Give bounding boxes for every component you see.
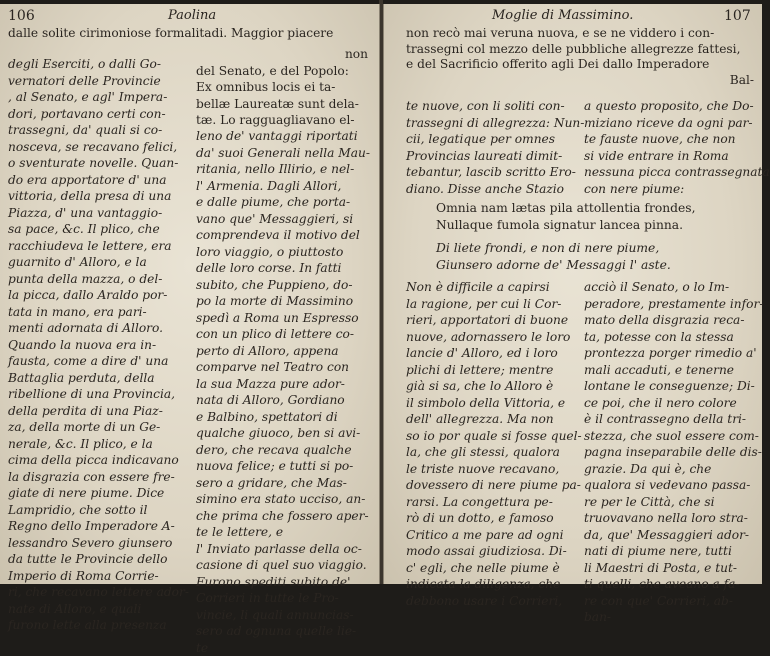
- text-line: delle loro corse. In fatti: [196, 260, 368, 277]
- text-line: e del Sacrificio offerito agli Dei dallo Imperadore: [406, 57, 754, 73]
- left-first-line: dalle solite cirimoniose formalitadi. Maggior piacere: [8, 26, 374, 42]
- text-line: Critico a me pare ad ogni: [406, 527, 574, 544]
- text-line: a questo proposito, che Do-: [584, 98, 754, 115]
- text-line: Furono spediti subito de': [196, 574, 368, 591]
- text-line: nosceva, se recavano felici,: [8, 139, 186, 156]
- text-line: da tutte le Provincie dello: [8, 551, 186, 568]
- text-line: re per le Città, che si: [584, 494, 756, 511]
- text-line: dell' allegrezza. Ma non: [406, 411, 574, 428]
- text-line: spedì a Roma un Espresso: [196, 310, 368, 327]
- text-line: già si sa, che lo Alloro è: [406, 378, 574, 395]
- text-line: tebantur, lascib scritto Ero-: [406, 164, 574, 181]
- text-line: e dalle piume, che porta-: [196, 194, 368, 211]
- text-line: Lampridio, che sotto il: [8, 502, 186, 519]
- text-line: ri, che recavano lettere ador-: [8, 584, 186, 601]
- text-line: nati di piume nere, tutti: [584, 543, 756, 560]
- left-column-2-top: [196, 46, 368, 129]
- text-line: trassegni col mezzo delle pubbliche allegrezze fattesi,: [406, 42, 754, 58]
- right-page-number: 107: [724, 8, 751, 24]
- text-line: Corrieri in tutte le Pro-: [196, 590, 368, 607]
- verse-line: Omnia nam lætas pila attollentia frondes,: [436, 200, 756, 217]
- text-line: pagna inseparabile delle dis-: [584, 444, 756, 461]
- text-line: nessuna picca contrassegnata: [584, 164, 754, 181]
- text-line: con un plico di lettere co-: [196, 326, 368, 343]
- right-top-paragraph: [406, 26, 754, 88]
- text-line: nata di Alloro, Gordiano: [196, 392, 368, 409]
- text-line: non: [196, 46, 368, 63]
- text-line: menti adornata di Alloro.: [8, 320, 186, 337]
- text-line: nuove, adornassero le loro: [406, 329, 574, 346]
- text-line: trassegni, da' quali si co-: [8, 122, 186, 139]
- text-line: ti quelli, che aveano a fa-: [584, 576, 756, 593]
- text-line: vernatori delle Provincie: [8, 73, 186, 90]
- text-line: furono lette alla presenza: [8, 617, 186, 634]
- text-line: Battaglia perduta, della: [8, 370, 186, 387]
- left-page: [0, 4, 380, 584]
- text-line: qualora si vedevano passa-: [584, 477, 756, 494]
- text-line: za, della morte di un Ge-: [8, 419, 186, 436]
- text-line: bellæ Laureatæ sunt dela-: [196, 96, 368, 113]
- text-line: rarsi. La congettura pe-: [406, 494, 574, 511]
- left-running-head: Paolina: [168, 8, 216, 23]
- text-line: del Senato, e del Popolo:: [196, 63, 368, 80]
- text-line: sero ad ognuna quelle lie-: [196, 623, 368, 640]
- text-line: c' egli, che nelle piume è: [406, 560, 574, 577]
- text-line: non recò mai veruna nuova, e se ne viddero i con-: [406, 26, 754, 42]
- text-line: la sua Mazza pure ador-: [196, 376, 368, 393]
- text-line: qualche giuoco, ben si avi-: [196, 425, 368, 442]
- text-line: o sventurate novelle. Quan-: [8, 155, 186, 172]
- text-line: il simbolo della Vittoria, e: [406, 395, 574, 412]
- text-line: indicata la diligenza, che: [406, 576, 574, 593]
- right-running-head: Moglie di Massimino.: [492, 8, 633, 23]
- text-line: , al Senato, e agl' Impera-: [8, 89, 186, 106]
- text-line: l' Armenia. Dagli Allori,: [196, 178, 368, 195]
- text-line: prontezza porger rimedio a': [584, 345, 756, 362]
- text-line: e Balbino, spettatori di: [196, 409, 368, 426]
- text-line: loro viaggio, o piuttosto: [196, 244, 368, 261]
- text-line: tata in mano, era pari-: [8, 304, 186, 321]
- text-line: simino era stato ucciso, an-: [196, 491, 368, 508]
- italian-verse: [436, 240, 756, 274]
- text-line: te fauste nuove, che non: [584, 131, 754, 148]
- text-line: nuova felice; e tutti si po-: [196, 458, 368, 475]
- text-line: Regno dello Imperadore A-: [8, 518, 186, 535]
- text-line: stezza, che suol essere com-: [584, 428, 756, 445]
- text-line: sero a gridare, che Mas-: [196, 475, 368, 492]
- text-line: lontane le conseguenze; Di-: [584, 378, 756, 395]
- text-line: vincie, li quali annuncias-: [196, 607, 368, 624]
- text-line: cima della picca indicavano: [8, 452, 186, 469]
- text-line: da' suoi Generali nella Mau-: [196, 145, 368, 162]
- text-line: debbono usare i Corrieri,: [406, 593, 574, 610]
- verse-line: Giunsero adorne de' Messaggi l' aste.: [436, 257, 756, 274]
- right-column-4: [584, 279, 756, 626]
- text-line: Quando la nuova era in-: [8, 337, 186, 354]
- text-line: guarnito d' Alloro, e la: [8, 254, 186, 271]
- text-line: si vide entrare in Roma: [584, 148, 754, 165]
- text-line: dero, che recava qualche: [196, 442, 368, 459]
- text-line: la disgrazia con essere fre-: [8, 469, 186, 486]
- text-line: do era apportatore d' una: [8, 172, 186, 189]
- text-line: la picca, dallo Araldo por-: [8, 287, 186, 304]
- text-line: Bal-: [406, 73, 754, 89]
- text-line: casione di quel suo viaggio.: [196, 557, 368, 574]
- text-line: dovessero di nere piume pa-: [406, 477, 574, 494]
- text-line: ta, potesse con la stessa: [584, 329, 756, 346]
- text-line: giate di nere piume. Dice: [8, 485, 186, 502]
- text-line: comparve nel Teatro con: [196, 359, 368, 376]
- text-line: te le lettere, e: [196, 524, 368, 541]
- text-line: della perdita di una Piaz-: [8, 403, 186, 420]
- latin-verse: [436, 200, 756, 234]
- text-line: dori, portavano certi con-: [8, 106, 186, 123]
- text-line: te: [196, 640, 368, 656]
- text-line: vittoria, della presa di una: [8, 188, 186, 205]
- text-line: vano que' Messaggieri, si: [196, 211, 368, 228]
- text-line: rieri, apportatori di buone: [406, 312, 574, 329]
- right-column-1: [406, 98, 574, 197]
- text-line: Imperio di Roma Corrie-: [8, 568, 186, 585]
- text-line: nerale, &c. Il plico, e la: [8, 436, 186, 453]
- text-line: trassegni di allegrezza: Nun-: [406, 115, 574, 132]
- text-line: tæ. Lo ragguagliavano el-: [196, 112, 368, 129]
- text-line: subito, che Puppieno, do-: [196, 277, 368, 294]
- text-line: da, que' Messaggieri ador-: [584, 527, 756, 544]
- text-line: degli Eserciti, o dalli Go-: [8, 56, 186, 73]
- text-line: mali accaduti, e tenerne: [584, 362, 756, 379]
- text-line: ce poi, che il nero colore: [584, 395, 756, 412]
- text-line: miziano riceve da ogni par-: [584, 115, 754, 132]
- text-line: truovavano nella loro stra-: [584, 510, 756, 527]
- text-line: peradore, prestamente infor-: [584, 296, 756, 313]
- text-line: Provincias laureati dimit-: [406, 148, 574, 165]
- text-line: plichi di lettere; mentre: [406, 362, 574, 379]
- text-line: con nere piume:: [584, 181, 754, 198]
- text-line: leno de' vantaggi riportati: [196, 128, 368, 145]
- text-line: diano. Disse anche Stazio: [406, 181, 574, 198]
- text-line: modo assai giudiziosa. Di-: [406, 543, 574, 560]
- text-line: Non è difficile a capirsi: [406, 279, 574, 296]
- text-line: fausta, come a dire d' una: [8, 353, 186, 370]
- right-column-2: [584, 98, 754, 197]
- text-line: lessandro Severo giunsero: [8, 535, 186, 552]
- text-line: ban-: [584, 609, 756, 626]
- text-line: racchiudeva le lettere, era: [8, 238, 186, 255]
- text-line: re con que' Corrieri, ab-: [584, 593, 756, 610]
- text-line: acciò il Senato, o lo Im-: [584, 279, 756, 296]
- text-line: grazie. Da qui è, che: [584, 461, 756, 478]
- text-line: ribellione di una Provincia,: [8, 386, 186, 403]
- text-line: che prima che fossero aper-: [196, 508, 368, 525]
- text-line: po la morte di Massimino: [196, 293, 368, 310]
- verse-line: Nullaque fumola signatur lancea pinna.: [436, 217, 756, 234]
- text-line: le triste nuove recavano,: [406, 461, 574, 478]
- text-line: comprendeva il motivo del: [196, 227, 368, 244]
- text-line: Piazza, d' una vantaggio-: [8, 205, 186, 222]
- text-line: lancie d' Alloro, ed i loro: [406, 345, 574, 362]
- text-line: Ex omnibus locis ei ta-: [196, 79, 368, 96]
- text-line: li Maestri di Posta, e tut-: [584, 560, 756, 577]
- left-column-1: [8, 56, 186, 634]
- text-line: perto di Alloro, appena: [196, 343, 368, 360]
- right-column-3: [406, 279, 574, 609]
- text-line: la ragione, per cui li Cor-: [406, 296, 574, 313]
- left-page-number: 106: [8, 8, 35, 24]
- text-line: l' Inviato parlasse della oc-: [196, 541, 368, 558]
- text-line: cii, legatique per omnes: [406, 131, 574, 148]
- right-page: [383, 4, 762, 584]
- text-line: è il contrassegno della tri-: [584, 411, 756, 428]
- text-line: nate di Alloro, e quali: [8, 601, 186, 618]
- text-line: te nuove, con li soliti con-: [406, 98, 574, 115]
- verse-line: Di liete frondi, e non di nere piume,: [436, 240, 756, 257]
- text-line: mato della disgrazia reca-: [584, 312, 756, 329]
- text-line: rò di un dotto, e famoso: [406, 510, 574, 527]
- text-line: la, che gli stessi, qualora: [406, 444, 574, 461]
- text-line: so io por quale si fosse quel-: [406, 428, 574, 445]
- left-column-2: [196, 128, 368, 656]
- text-line: ritania, nello Illirio, e nel-: [196, 161, 368, 178]
- text-line: punta della mazza, o del-: [8, 271, 186, 288]
- text-line: sa pace, &c. Il plico, che: [8, 221, 186, 238]
